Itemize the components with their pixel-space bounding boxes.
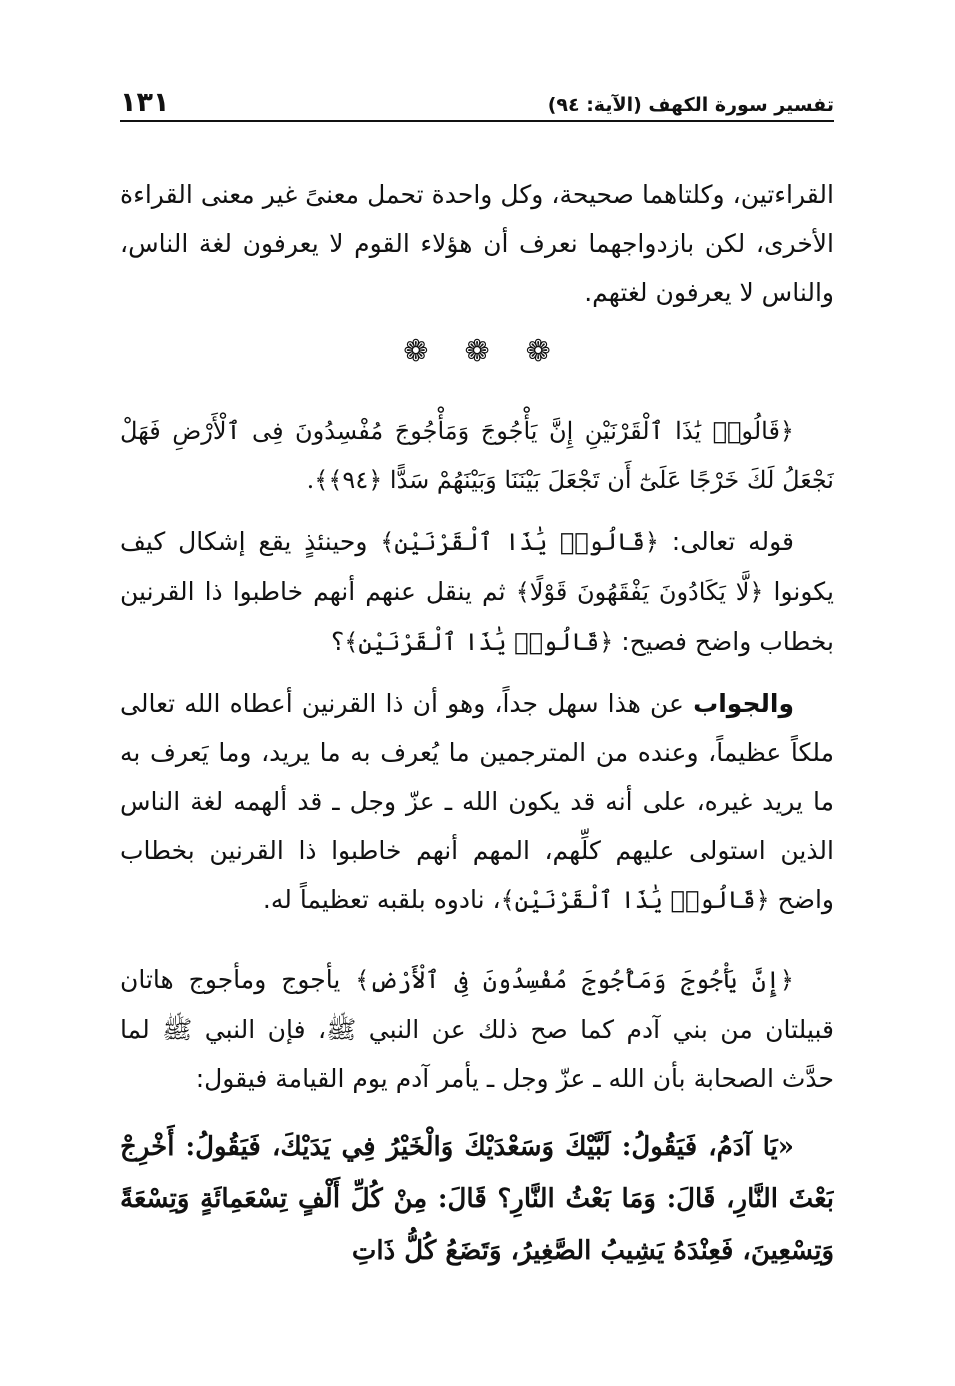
text-run: قوله تعالى: — [659, 527, 795, 556]
quran-verse-block: ﴿قَالُوا۟ يَٰذَا ٱلْقَرْنَيْنِ إِنَّ يَأْجُوجَ وَمَأْجُوجَ مُفْسِدُونَ فِى ٱلْأَرْضِ فَهَلْ نَجْعَلُ لَكَ خَرْجًا عَلَىٰٓ أَن تَجْعَلَ بَيْنَنَا وَبَيْنَهُمْ سَدًّا ﴿٩٤﴾﴾. — [120, 417, 834, 494]
paragraph-1: القراءتين، وكلتاهما صحيحة، وكل واحدة تحمل معنىً غير معنى القراءة الأخرى، لكن بازدواجهما نعرف أن هؤلاء القوم لا يعرفون لغة الناس، والناس لا يعرفون لغتهم. — [120, 180, 834, 307]
running-title: تفسير سورة الكهف (الآية: ٩٤) — [547, 94, 834, 116]
book-page — [120, 78, 834, 1378]
text-run: ثم ينقل عنهم أنهم خاطبوا ذا القرنين بخطاب واضح فصيح: — [120, 577, 834, 656]
text-run: ؟ — [330, 627, 345, 656]
text-run: وحينئذٍ يقع إشكال كيف يكونوا — [120, 527, 834, 606]
answer-lead: والجواب — [693, 689, 794, 718]
page-header — [120, 78, 834, 122]
ornament-icon: ❁ — [403, 334, 429, 369]
text-run: يأجوج ومأجوج هاتان قبيلتان من بني آدم كما صح ذلك عن النبي ﷺ، فإن النبي ﷺ لما حدَّث الصحابة بأن الله ـ عزّ وجل ـ يأمر آدم يوم القيامة فيقول: — [120, 965, 834, 1093]
ornament-icon: ❁ — [525, 334, 551, 369]
paragraph-4 — [120, 955, 834, 1103]
quran-quote: ﴿قَالُوا۟ يَٰذَا ٱلْقَرْنَيْنِ﴾ — [344, 628, 614, 656]
section-separator — [120, 331, 834, 373]
quran-quote: ﴿قَالُوا۟ يَٰذَا ٱلْقَرْنَيْنِ﴾ — [500, 886, 770, 914]
paragraph-3 — [120, 679, 834, 925]
quran-quote: ﴿قَالُوا۟ يَٰذَا ٱلْقَرْنَيْنِ﴾ — [380, 528, 659, 556]
quran-quote: ﴿إِنَّ يَأْجُوجَ وَمَأْجُوجَ مُفْسِدُونَ فِى ٱلْأَرْضِ﴾ — [355, 966, 794, 994]
hadith-quote: «يَا آدَمُ، فَيَقُولُ: لَبَّيْكَ وَسَعْدَيْكَ وَالْخَيْرُ فِي يَدَيْكَ، فَيَقُولُ: أَخْرِجْ بَعْثَ النَّارِ، قَالَ: وَمَا بَعْثُ النَّارِ؟ قَالَ: مِنْ كُلِّ أَلْفٍ تِسْعَمِائَةٍ وَتِسْعَةً وَتِسْعِينَ، فَعِنْدَهُ يَشِيبُ الصَّغِيرُ، وَتَضَعُ كُلُّ ذَاتِ — [120, 1132, 834, 1266]
text-run: ، نادوه بلقبه تعظيماً له. — [262, 885, 501, 914]
page-content — [120, 170, 834, 1277]
ornament-icon: ❁ — [464, 334, 490, 369]
page-number: ١٣١ — [120, 87, 170, 118]
paragraph-2 — [120, 517, 834, 667]
text-run: عن هذا سهل جداً، وهو أن ذا القرنين أعطاه الله تعالى ملكاً عظيماً، وعنده من المترجمين ما يُعرف به ما يريد، وما يَعرف به ما يريد غيره، على أنه قد يكون الله ـ عزّ وجل ـ قد ألهمه لغة الناس الذين استولى عليهم كلِّهم، المهم أنهم خاطبوا ذا القرنين بخطاب واضح — [120, 689, 834, 914]
quran-quote: ﴿لَّا يَكَادُونَ يَفْقَهُونَ قَوْلًا﴾ — [515, 578, 764, 606]
